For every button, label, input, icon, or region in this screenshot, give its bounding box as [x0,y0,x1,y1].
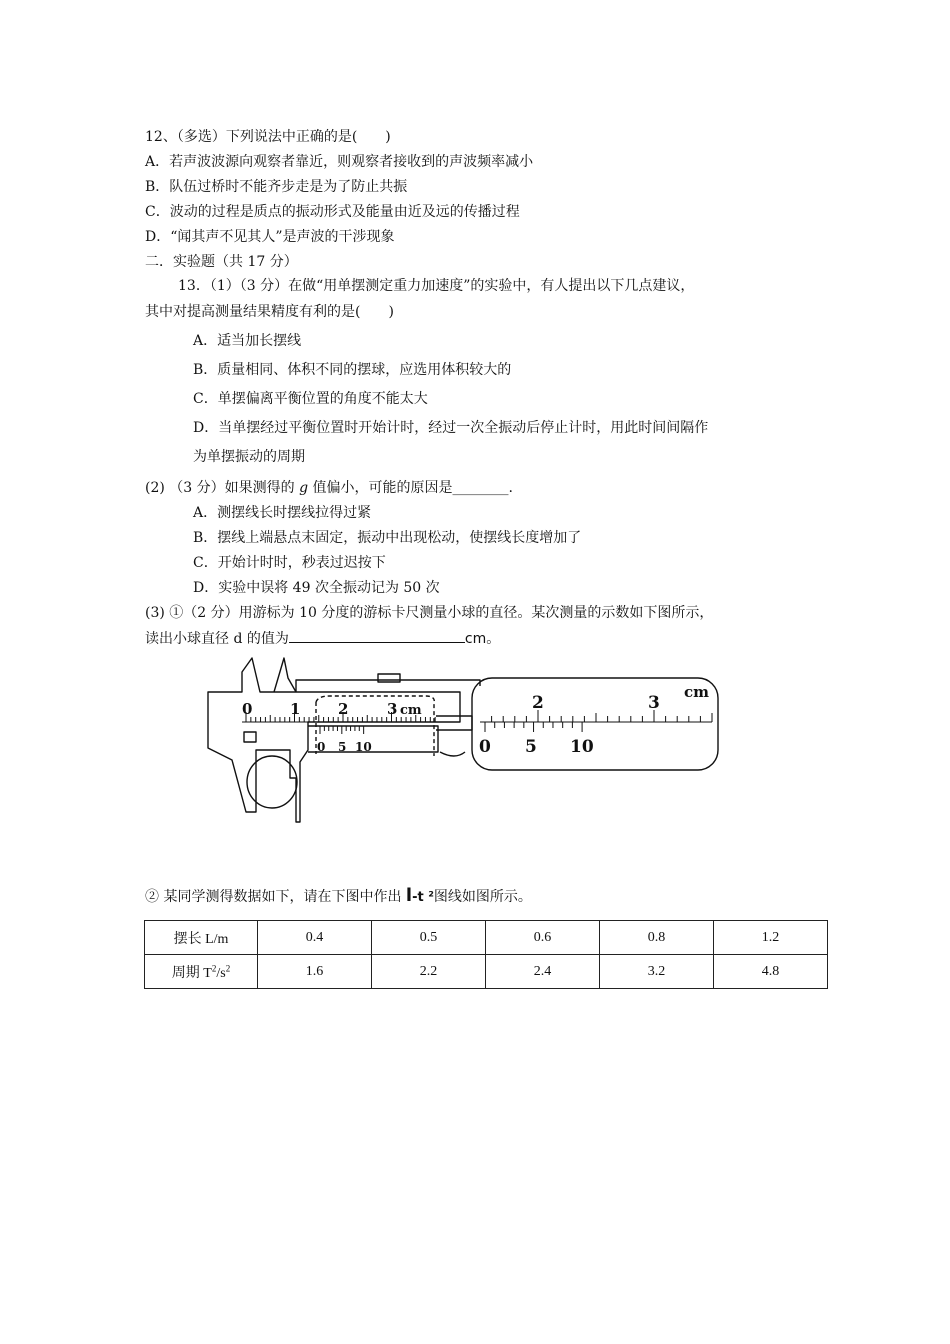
table-cell: 0.5 [372,921,486,955]
q13-part2-stem [145,478,513,498]
ball [247,756,297,808]
zoom-vernier-label-5: 5 [525,737,537,757]
q13-part3-unit: cm。 [464,631,501,647]
q13-part3b-t: -t ² [412,890,434,905]
q13-part1-option-c: C．单摆偏离平衡位置的角度不能太大 [193,391,428,407]
vernier-label-0: 0 [317,740,326,754]
zoom-connector [436,716,472,730]
q13-part3b [145,886,532,908]
table-cell: 2.2 [372,955,486,989]
q13-part3-line1: (3) ①（2 分）用游标为 10 分度的游标卡尺测量小球的直径。某次测量的示数如下图所示， [145,605,714,621]
main-label-cm: cm [400,703,422,718]
zoom-main-label-3: 3 [648,693,660,713]
q12-option-b: B．队伍过桥时不能齐步走是为了防止共振 [145,179,408,195]
q13-part1-line1: 13．（1）（3 分）在做“用单摆测定重力加速度”的实验中，有人提出以下几点建议， [178,278,695,294]
data-table [144,920,828,989]
q12-option-a: A．若声波波源向观察者靠近，则观察者接收到的声波频率减小 [145,154,534,170]
table-row [145,955,828,989]
section-title: 二．实验题（共 17 分） [145,254,298,270]
caliper-body [208,658,460,822]
vernier-caliper-figure [200,650,725,830]
period-sup-1: 2 [211,962,217,973]
table-cell: 3.2 [600,955,714,989]
q13-part1-line2: 其中对提高测量结果精度有利的是( ) [145,304,394,320]
zoom-main-label-cm: cm [684,683,710,701]
q13-part2-var: g [299,480,309,496]
q13-part2-suffix: 值偏小，可能的原因是________. [308,480,513,496]
vernier-scale-ticks [320,726,364,734]
table-cell: 2.4 [486,955,600,989]
caliper-rod-end [440,752,465,756]
q13-part1-option-d: D．当单摆经过平衡位置时开始计时，经过一次全振动后停止计时，用此时间间隔作 [193,420,709,436]
q13-part2-prefix: (2) （3 分）如果测得的 [145,480,300,496]
main-label-0: 0 [242,700,253,718]
period-sup-2: 2 [225,962,231,973]
q13-part3-line2 [145,628,500,649]
period-label-prefix: 周期 T [171,965,212,981]
table-cell: 1.6 [258,955,372,989]
table-cell: 0.8 [600,921,714,955]
q13-part2-option-d: D．实验中误将 49 次全振动记为 50 次 [193,580,440,596]
zoom-vernier-label-10: 10 [570,737,594,757]
caliper-vernier-frame [308,726,438,752]
table-header-length: 摆长 L/m [145,921,258,955]
caliper-screw [378,674,400,682]
main-label-1: 1 [290,700,301,718]
zoom-vernier-ticks [485,722,582,732]
q12-option-c: C．波动的过程是质点的振动形式及能量由近及远的传播过程 [145,204,520,220]
zoom-box [472,678,718,770]
q13-part2-option-c: C．开始计时时，秒表过迟按下 [193,555,386,571]
table-row [145,921,828,955]
answer-blank[interactable] [289,628,465,643]
zoom-main-label-2: 2 [532,693,544,713]
q13-part3b-suffix: 图线如图所示。 [433,889,532,905]
table-header-period [145,955,258,989]
zoom-main-ticks [492,710,712,722]
vernier-label-5: 5 [338,740,347,754]
main-label-3: 3 [387,700,398,718]
vernier-label-10: 10 [355,740,372,754]
caliper-lower-jaw [244,732,256,742]
q13-part2-option-b: B．摆线上端悬点末固定，振动中出现松动，使摆线长度增加了 [193,530,582,546]
q13-part1-option-a: A．适当加长摆线 [193,333,302,349]
q13-part1-option-b: B．质量相同、体积不同的摆球，应选用体积较大的 [193,362,512,378]
q12-option-d: D．“闻其声不见其人”是声波的干涉现象 [145,229,395,245]
q13-part2-option-a: A．测摆线长时摆线拉得过紧 [193,505,372,521]
q12-stem: 12、（多选）下列说法中正确的是( ) [145,129,391,145]
period-label-mid: /s [216,965,226,981]
table-cell: 1.2 [714,921,828,955]
caliper-moving-jaw [274,658,296,692]
zoom-vernier-label-0: 0 [479,737,491,757]
table-cell: 0.6 [486,921,600,955]
main-label-2: 2 [338,700,349,718]
table-cell: 4.8 [714,955,828,989]
table-cell: 0.4 [258,921,372,955]
q13-part3-prefix: 读出小球直径 d 的值为 [145,631,289,647]
q13-part3b-l: l [405,885,413,906]
q13-part1-option-d-cont: 为单摆振动的周期 [193,449,305,465]
q13-part3b-prefix: ② 某同学测得数据如下，请在下图中作出 [145,889,406,905]
